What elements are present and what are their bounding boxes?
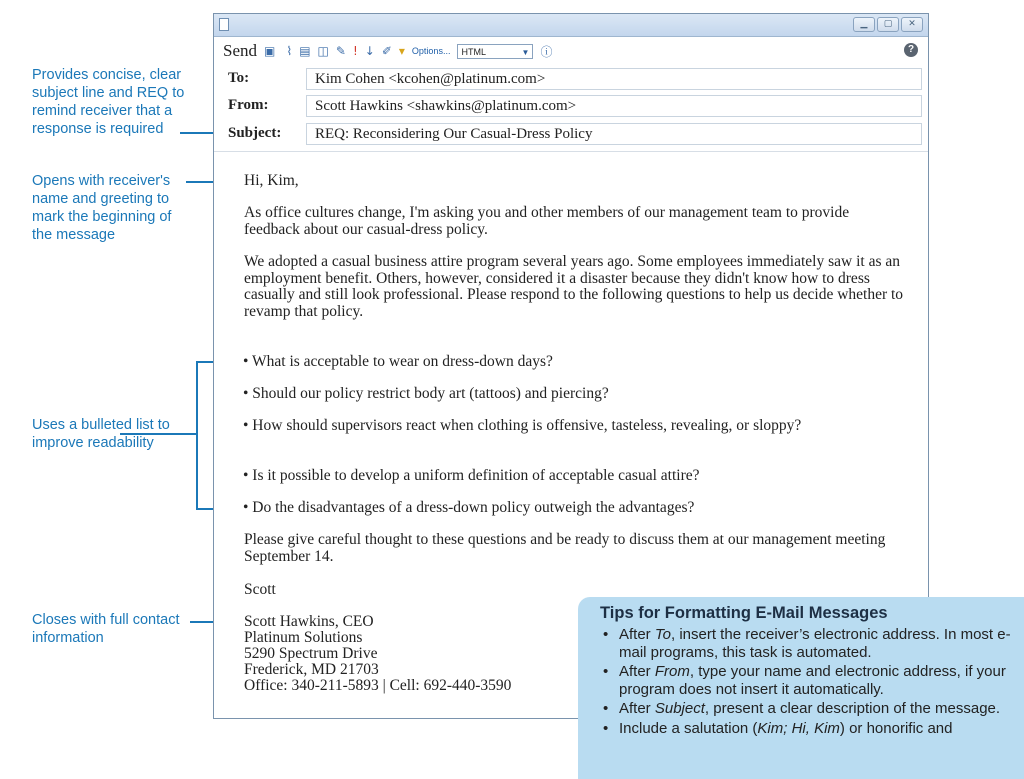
bullet-item: • What is acceptable to wear on dress-down days?: [243, 353, 553, 370]
save-icon[interactable]: ▣: [264, 44, 276, 58]
subject-label: Subject:: [228, 125, 282, 141]
tip-item: • Include a salutation (Kim; Hi, Kim) or honorific and: [600, 720, 1020, 738]
sign-off: Scott: [244, 581, 276, 598]
tips-title: Tips for Formatting E-Mail Messages: [600, 604, 888, 622]
minimize-icon[interactable]: ▁: [853, 17, 875, 32]
help-icon[interactable]: ?: [904, 43, 918, 57]
attach-icon[interactable]: ⌇: [286, 44, 293, 58]
annotation-bullets-line: [120, 433, 196, 435]
info-icon[interactable]: ⓘ: [540, 44, 553, 59]
follow-up-icon[interactable]: ▾: [398, 44, 405, 58]
maximize-icon[interactable]: ▢: [877, 17, 899, 32]
annotation-greeting: Opens with receiver's name and greeting to mark the beginning of the message: [32, 173, 172, 243]
paragraph-1: As office cultures change, I'm asking you and other members of our management team to provide feedback about our casual-dress policy.: [244, 204, 850, 238]
spellcheck-icon[interactable]: ✎: [335, 44, 346, 58]
tips-box: [578, 597, 1024, 779]
from-label: From:: [228, 97, 269, 113]
chevron-down-icon: ▼: [521, 47, 530, 57]
toolbar: [214, 37, 928, 65]
options-button[interactable]: Options...: [411, 46, 451, 56]
signature-line: Platinum Solutions: [244, 629, 363, 646]
bullet-item: • Is it possible to develop a uniform definition of acceptable casual attire?: [243, 467, 700, 484]
bullet-item: • Should our policy restrict body art (tattoos) and piercing?: [243, 385, 609, 402]
document-icon: [219, 18, 229, 31]
to-label: To:: [228, 70, 250, 86]
low-importance-icon[interactable]: ↓: [364, 44, 375, 58]
paragraph-3: Please give careful thought to these questions and be ready to discuss them at our management meeting September 14.: [244, 531, 886, 565]
header-divider: [214, 151, 928, 152]
signature-line: Scott Hawkins, CEO: [244, 613, 374, 630]
signature-line: Office: 340-211-5893 | Cell: 692-440-3590: [244, 677, 512, 694]
signature-line: Frederick, MD 21703: [244, 661, 379, 678]
annotation-bullets-bracket: [196, 361, 198, 509]
window-controls: [853, 17, 923, 32]
close-icon[interactable]: ✕: [901, 17, 923, 32]
tip-item: • After From, type your name and electronic address, if your program does not insert it automatically.: [600, 663, 1020, 698]
tip-item: • After To, insert the receiver’s electronic address. In most e-mail programs, this task is automated.: [600, 626, 1020, 661]
signature-line: 5290 Spectrum Drive: [244, 645, 378, 662]
greeting: Hi, Kim,: [244, 172, 299, 189]
tip-item: • After Subject, present a clear description of the message.: [600, 700, 1020, 718]
from-field[interactable]: Scott Hawkins <shawkins@platinum.com>: [306, 95, 922, 117]
format-select[interactable]: [457, 44, 533, 59]
send-button[interactable]: Send: [223, 41, 257, 60]
annotation-closing: Closes with full contact information: [32, 612, 180, 646]
title-bar: [214, 14, 928, 37]
signature-icon[interactable]: ✐: [381, 44, 392, 58]
insert-picture-icon[interactable]: ▤: [299, 44, 311, 58]
address-book-icon[interactable]: ◫: [317, 44, 329, 58]
tips-list: [600, 626, 1020, 739]
annotation-bullets: Uses a bulleted list to improve readability: [32, 417, 170, 451]
format-select-value: HTML: [461, 46, 486, 57]
annotation-subject: Provides concise, clear subject line and REQ to remind receiver that a response is required: [32, 67, 185, 137]
bullet-item: • How should supervisors react when clothing is offensive, tasteless, revealing, or sloppy?: [243, 417, 802, 434]
paragraph-2: We adopted a casual business attire program several years ago. Some employees immediately saw it as an employment benefit. Others, however, considered it a disaster because they didn't know how to dress casually and still look professional. Please respond to the following questions to help us decide whether to revamp that policy.: [244, 253, 904, 320]
bullet-item: • Do the disadvantages of a dress-down policy outweigh the advantages?: [243, 499, 695, 516]
high-importance-icon[interactable]: !: [352, 44, 358, 58]
to-field[interactable]: Kim Cohen <kcohen@platinum.com>: [306, 68, 922, 90]
subject-field[interactable]: REQ: Reconsidering Our Casual-Dress Policy: [306, 123, 922, 145]
